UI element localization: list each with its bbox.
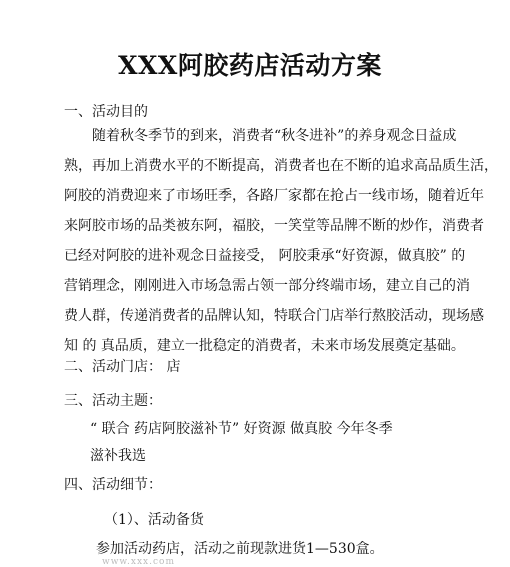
faint-footer-text: www.xxx.com bbox=[102, 557, 175, 567]
purpose-paragraph bbox=[64, 121, 498, 361]
paragraph-line: 阿胶的消费迎来了市场旺季，各路厂家都在抢占一线市场，随着近年 bbox=[64, 188, 484, 204]
section-heading-stores: 二、活动门店： 店 bbox=[64, 359, 181, 375]
document-title: XXX阿胶药店活动方案 bbox=[118, 51, 382, 80]
subsection-heading-stock: （1）、活动备货 bbox=[104, 512, 204, 528]
paragraph-line: 知 的 真品质，建立一批稳定的消费者，未来市场发展奠定基础。 bbox=[64, 338, 465, 354]
paragraph-line: 已经对阿胶的进补观念日益接受， 阿胶秉承“好资源，做真胶” 的 bbox=[64, 248, 466, 264]
paragraph-line: 熟，再加上消费水平的不断提高，消费者也在不断的追求高品质生活， bbox=[64, 158, 498, 174]
paragraph-line: 费人群，传递消费者的品牌认知，特联合门店举行熬胶活动，现场感 bbox=[64, 308, 484, 324]
paragraph-line: 营销理念，刚刚进入市场急需占领一部分终端市场，建立自己的消 bbox=[64, 278, 470, 294]
paragraph-line: 来阿胶市场的品类被东阿，福胶，一笑堂等品牌不断的炒作，消费者 bbox=[64, 218, 484, 234]
stock-body-text: 参加活动药店，活动之前现款进货1—530盒。 bbox=[96, 541, 384, 557]
section-heading-theme: 三、活动主题： bbox=[64, 393, 162, 409]
theme-line-continued: 滋补我选 bbox=[90, 448, 146, 464]
theme-line: “ 联合 药店阿胶滋补节” 好资源 做真胶 今年冬季 bbox=[90, 421, 393, 437]
section-heading-details: 四、活动细节： bbox=[64, 477, 162, 493]
section-heading-purpose: 一、活动目的 bbox=[64, 104, 148, 120]
paragraph-line: 随着秋冬季节的到来，消费者“秋冬进补”的养身观念日益成 bbox=[92, 128, 457, 144]
